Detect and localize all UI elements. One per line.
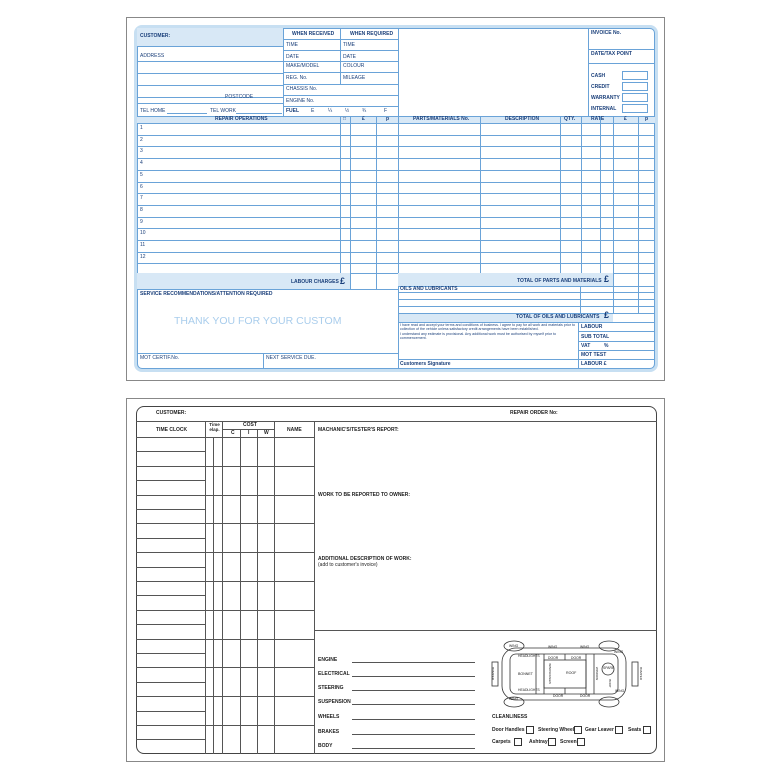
car-roof: ROOF [566,671,577,675]
car-wing-top-left: WING [509,644,519,648]
car-bonnet: BONNET [518,672,533,676]
time-clock-row-line [136,523,314,524]
repair-line-number: 7 [140,195,143,202]
repair-row-line [137,170,655,171]
repair-line-number: 5 [140,171,143,178]
repair-row-line [137,217,655,218]
description-header: DESCRIPTION [505,116,540,122]
date-received-label: DATE [286,54,299,60]
time-clock-row-line [136,451,205,452]
clean-seats-label: Seats [628,727,642,733]
car-door-bottom-right: DOOR [580,694,591,698]
car-spare: SPARE [603,666,615,670]
fuel-e: E [311,108,315,114]
totals-subtotal-label: SUB TOTAL [581,334,610,340]
ro-time-elap-header: Time elap. [209,422,220,432]
ro-name-header: NAME [287,427,302,433]
car-wing-top-center: WING [548,645,558,649]
time-clock-row-line [136,725,314,726]
time-clock-row-line [136,581,314,582]
check-wheels-label: WHEELS [318,714,340,720]
date-tax-point-label: DATE/TAX POINT [591,51,632,57]
clean-seats-checkbox[interactable] [643,726,651,734]
payment-internal-label: INTERNAL [591,106,617,112]
customers-signature-label: Customers Signature [400,361,451,367]
terms-line-1: I have read and accept your terms and conditions of business. I agree to pay for all work and materials prior to collection of the vehicle unless satisfactory credit arrangements have been established. [400,323,575,332]
when-required-label: WHEN REQUIRED [350,31,394,37]
time-clock-row-line [136,639,314,640]
repair-line-number: 12 [140,253,146,260]
payment-warranty-label: WARRANTY [591,95,620,101]
car-wing-top-right: WING [580,645,590,649]
car-door-top-left: DOOR [548,656,559,660]
time-clock-row-line [136,567,205,568]
time-received-label: TIME [286,42,298,48]
car-door-top-right: DOOR [571,656,582,660]
engine-no-label: ENGINE No. [286,98,315,104]
repair-line-number: 3 [140,148,143,155]
qty-header: QTY. [564,116,576,122]
clean-carpets-checkbox[interactable] [514,738,522,746]
labour-charges-pound: £ [340,276,346,286]
tel-work-label: TEL WORK [210,108,236,114]
check-brakes-label: BRAKES [318,729,340,735]
col-p-header: p [386,116,390,122]
watermark-thank-you: THANK YOU FOR YOUR CUSTOM [174,315,342,327]
terms-text [400,323,578,340]
clean-ashtray-checkbox[interactable] [548,738,556,746]
col-square-header: □ [343,116,347,122]
car-bumper-left: BUMPER [490,667,495,680]
chassis-no-label: CHASSIS No. [286,86,318,92]
col-pound-header: £ [362,116,365,122]
car-wing-right-2: WING [615,689,625,693]
clean-gear-leaver-label: Gear Leaver [585,727,614,733]
time-clock-row-line [136,538,205,539]
car-windscreen: WINDSCREEN [547,663,552,684]
fuel-label: FUEL [286,108,300,114]
repair-line-number: 10 [140,230,146,237]
repair-row-line [137,240,655,241]
customer-label: CUSTOMER: [140,33,171,39]
check-engine-label: ENGINE [318,657,338,663]
credit-checkbox[interactable] [622,82,648,91]
mot-certif-label: MOT CERTIF.No. [140,355,179,361]
check-body-label: BODY [318,743,333,749]
totals-vat-label: VAT [581,343,591,349]
repair-line-number: 2 [140,136,143,143]
pound-header-right: £ [624,116,627,122]
car-headlights-bottom: HEADLIGHTS [518,688,540,692]
time-clock-row-line [136,595,205,596]
ro-customer-label: CUSTOMER: [156,410,187,416]
time-clock-row-line [136,711,205,712]
fuel-three-quarter: ¾ [362,108,367,114]
car-bumper-right: BUMPER [638,667,643,680]
time-clock-row-line [136,552,314,553]
repair-row-line [137,252,655,253]
time-clock-row-line [136,739,205,740]
ro-cost-c: C [231,430,235,436]
ro-repair-order-no-label: REPAIR ORDER No: [510,410,558,416]
cleanliness-label: CLEANLINESS [492,714,528,720]
payment-credit-label: CREDIT [591,84,610,90]
repair-line-number: 6 [140,183,143,190]
time-clock-row-line [136,682,205,683]
time-clock-row-line [136,466,314,467]
time-clock-row-line [136,696,314,697]
time-clock-row-line [136,667,314,668]
car-headlights-top: HEADLIGHTS [518,654,540,658]
repair-line-number: 11 [140,242,146,248]
mileage-label: MILEAGE [343,75,366,81]
repair-row-line [137,263,655,264]
repair-row-line [137,158,655,159]
clean-carpets-label: Carpets [492,739,511,745]
time-clock-row-line [136,495,314,496]
check-steering-label: STEERING [318,685,344,691]
warranty-checkbox[interactable] [622,93,648,102]
clean-steering-wheel-label: Steering Wheel [538,727,575,733]
make-model-label: MAKE/MODEL [286,63,320,69]
car-boot: BOOT [607,679,612,688]
check-suspension-label: SUSPENSION [318,699,351,705]
time-clock-row-line [136,610,314,611]
labour-charges-label: LABOUR CHARGES [291,279,339,285]
fuel-f: F [384,108,388,114]
ro-time-clock-header: TIME CLOCK [156,427,188,433]
totals-mot-test-label: MOT TEST [581,352,607,358]
date-required-label: DATE [343,54,356,60]
next-service-label: NEXT SERVICE DUE. [266,355,316,361]
clean-steering-wheel-checkbox[interactable] [574,726,582,734]
terms-line-2: I understand any estimate is provisional. Any additional work must be authorised by myself prior to commencement. [400,331,557,340]
ro-work-reported-label: WORK TO BE REPORTED TO OWNER: [318,492,411,498]
repair-line-number: 4 [140,160,143,167]
p-header-right: p [645,116,649,122]
oils-lubricants-label: OILS AND LUBRICANTS [400,286,458,292]
ro-mechanics-report-label: MACHANIC'S/TESTER'S REPORT: [318,427,399,433]
when-received-label: WHEN RECEIVED [292,31,335,37]
check-electrical-label: ELECTRICAL [318,671,350,677]
clean-door-handles-label: Door Handles [492,727,525,733]
ro-additional-desc-label: ADDITIONAL DESCRIPTION OF WORK: [318,556,412,562]
colour-label: COLOUR [343,63,365,69]
fuel-quarter: ¼ [328,108,333,114]
time-clock-row-line [136,624,205,625]
totals-vat-pct: % [604,343,609,349]
ro-additional-note: (add to customer's invoice) [318,562,378,568]
time-clock-row-line [136,509,205,510]
invoice-no-label: INVOICE No. [591,30,622,36]
postcode-label: POSTCODE [225,94,254,100]
reg-no-label: REG. No. [286,75,308,81]
total-parts-pound: £ [604,274,610,284]
time-clock-row-line [136,480,205,481]
car-window: WINDOW [595,666,600,681]
fuel-half: ½ [345,108,350,114]
car-wing-bottom-left: WING [509,697,519,701]
clean-screen-label: Screen [560,739,577,745]
service-recommendations-label: SERVICE RECOMMENDATIONS/ATTENTION REQUIRED [140,291,273,297]
ro-cost-header: COST [243,422,257,428]
ro-cost-i: I [248,430,250,436]
parts-materials-header: PARTS/MATERIALS No. [413,116,470,122]
internal-checkbox[interactable] [622,104,648,113]
repair-line-number: 1 [140,125,143,131]
repair-line-number: 9 [140,218,143,225]
repair-row-line [137,182,655,183]
clean-door-handles-checkbox[interactable] [526,726,534,734]
ro-cost-w: W [264,430,269,436]
payment-cash-label: CASH [591,73,606,79]
repair-line-number: 8 [140,206,143,213]
cash-checkbox[interactable] [622,71,648,80]
clean-gear-leaver-checkbox[interactable] [615,726,623,734]
total-oils-pound: £ [604,310,610,320]
totals-labour-pound-label: LABOUR £ [581,361,607,367]
time-required-label: TIME [343,42,355,48]
clean-screen-checkbox[interactable] [577,738,585,746]
car-wing-right: WING [614,650,624,654]
address-label: ADDRESS [140,53,165,59]
time-clock-row-line [136,653,205,654]
repair-operations-header: REPAIR OPERATIONS [215,116,268,122]
repair-row-line [137,135,655,136]
tel-home-label: TEL HOME [140,108,166,114]
repair-row-line [137,205,655,206]
totals-labour-label: LABOUR [581,324,603,330]
car-door-bottom-left: DOOR [553,694,564,698]
repair-row-line [137,228,655,229]
repair-row-line [137,146,655,147]
total-parts-label: TOTAL OF PARTS AND MATERIALS [517,278,602,284]
clean-ashtray-label: Ashtray [529,739,548,745]
rate-header: RATE [591,116,605,122]
repair-row-line [137,193,655,194]
total-oils-label: TOTAL OF OILS AND LUBRICANTS [516,314,600,320]
